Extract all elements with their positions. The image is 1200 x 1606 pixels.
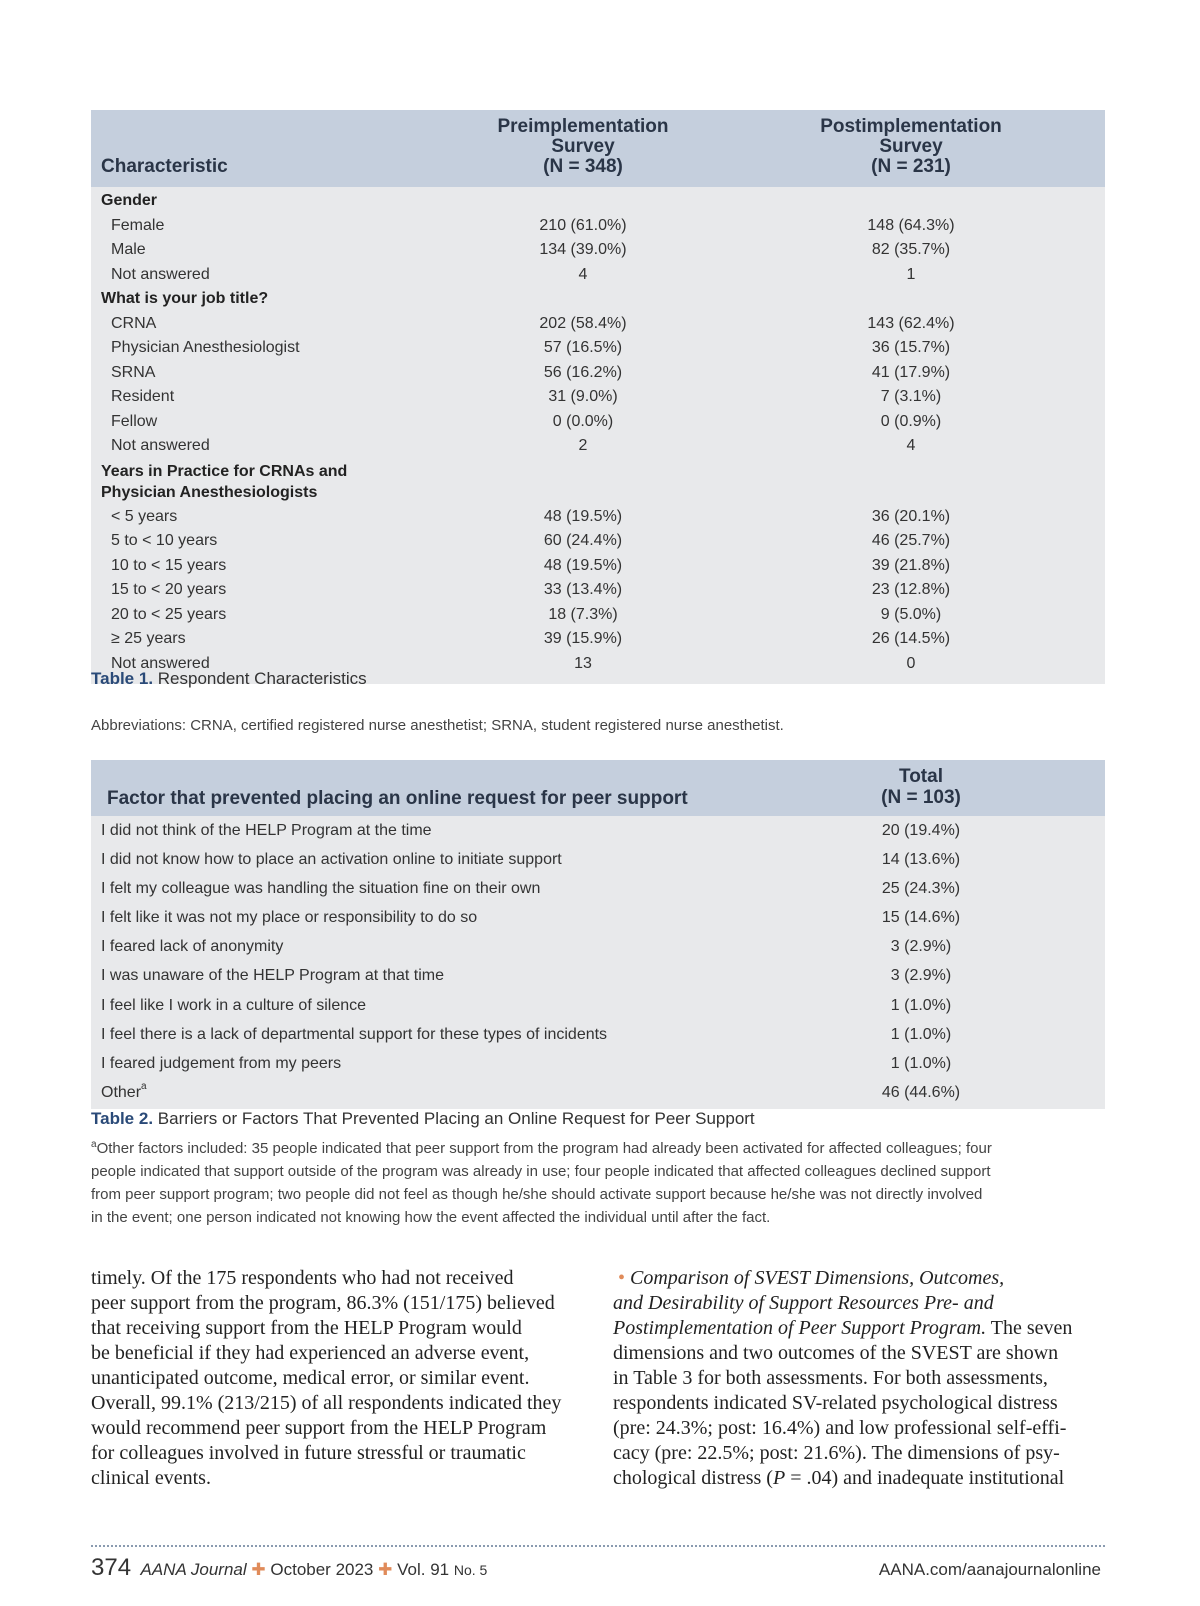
row-label: Not answered [111, 437, 210, 454]
body-line: for colleagues involved in future stressful or traumatic [91, 1442, 526, 1464]
pre-value: 0 (0.0%) [552, 412, 614, 430]
table-2-caption [91, 1109, 755, 1129]
section-heading: Postimplementation of Peer Support Program. [613, 1317, 987, 1339]
separator-icon: ✚ [251, 1560, 266, 1579]
post-value: 36 (20.1%) [871, 507, 951, 525]
body-right-column [613, 1266, 1105, 1491]
section-label: Years in Practice for CRNAs and Physician Anesthesiologists [101, 462, 348, 501]
post-value: 46 (25.7%) [871, 532, 951, 549]
total-value: 1 (1.0%) [890, 996, 952, 1014]
pre-value: 31 (9.0%) [548, 388, 618, 405]
footnote-line: from peer support program; two people did not feel as though he/she should activate support because he/she was not directly involved [91, 1186, 983, 1203]
header-factor: Factor that prevented placing an online request for peer support [107, 788, 688, 809]
header-line: Survey [879, 136, 943, 157]
table-row [91, 410, 1105, 435]
body-line [613, 1316, 1105, 1341]
section-label: What is your job title? [101, 290, 269, 307]
body-line: Overall, 99.1% (213/215) of all respondents indicated they [91, 1392, 562, 1414]
footer-url[interactable]: AANA.com/aanajournalonline [878, 1560, 1101, 1579]
section-heading: Comparison of SVEST Dimensions, Outcomes, [630, 1267, 1005, 1289]
caption-text: Respondent Characteristics [157, 669, 367, 688]
row-label: I feel like I work in a culture of silence [101, 996, 367, 1014]
row-label: I did not think of the HELP Program at the time [101, 822, 432, 839]
body-line: in Table 3 for both assessments. For both assessments, [613, 1367, 1048, 1389]
table-row [91, 932, 1105, 961]
post-value: 36 (15.7%) [871, 339, 951, 356]
body-left-column [91, 1266, 583, 1491]
row-label: 10 to < 15 years [111, 556, 227, 574]
row-label: Male [111, 241, 146, 258]
body-line: unanticipated outcome, medical error, or similar event. [91, 1367, 530, 1389]
table-1-header [91, 110, 1105, 187]
post-value: 1 [906, 265, 916, 283]
body-line: (pre: 24.3%; post: 16.4%) and low professional self-effi- [613, 1417, 1067, 1439]
table-row [91, 505, 1105, 530]
total-value: 3 (2.9%) [890, 967, 952, 985]
body-line: would recommend peer support from the HELP Program [91, 1417, 547, 1439]
row-label: < 5 years [111, 507, 178, 525]
header-line: Survey [551, 136, 615, 157]
pre-value: 57 (16.5%) [543, 339, 623, 356]
footer-divider [91, 1545, 1105, 1547]
body-right-lines [613, 1341, 1105, 1466]
table-row [91, 214, 1105, 239]
total-value: 1 (1.0%) [890, 1025, 952, 1043]
row-label: I feared lack of anonymity [101, 938, 284, 956]
body-line: peer support from the program, 86.3% (151/175) believed [91, 1292, 555, 1314]
issue-date: October 2023 [270, 1560, 374, 1579]
pre-value: 56 (16.2%) [543, 363, 623, 381]
post-value: 23 (12.8%) [871, 581, 951, 598]
table-2 [91, 760, 1105, 1109]
table-1-body [91, 187, 1105, 684]
post-value: 0 [906, 654, 916, 672]
post-value: 26 (14.5%) [871, 630, 951, 647]
table-row [91, 845, 1105, 874]
total-value: 1 (1.0%) [890, 1054, 952, 1072]
row-label: Resident [111, 388, 175, 405]
row-label: 15 to < 20 years [111, 581, 227, 598]
row-label: SRNA [111, 363, 156, 381]
pre-value: 48 (19.5%) [543, 556, 623, 574]
post-value: 4 [906, 437, 916, 454]
pre-value: 202 (58.4%) [539, 314, 627, 332]
body-text: chological distress ( [613, 1467, 773, 1489]
bullet-icon: • [618, 1267, 626, 1289]
body-line: cacy (pre: 22.5%; post: 21.6%). The dimensions of psy- [613, 1442, 1060, 1464]
footnote-text: Other factors included: 35 people indicated that peer support from the program had already been activated for affected colleagues; four [96, 1140, 992, 1157]
row-label: Not answered [111, 654, 210, 672]
pre-value: 13 [574, 654, 592, 672]
pre-value: 210 (61.0%) [539, 216, 627, 234]
table-2-footnote [91, 1133, 992, 1229]
section-row [91, 459, 1105, 505]
row-label: Female [111, 216, 165, 234]
header-line: Preimplementation [497, 116, 669, 137]
body-line: respondents indicated SV-related psychological distress [613, 1392, 1058, 1414]
table-row [91, 991, 1105, 1020]
row-label: I felt my colleague was handling the situation fine on their own [101, 880, 541, 898]
header-line: Postimplementation [820, 116, 1002, 137]
journal-name: AANA Journal [140, 1560, 247, 1579]
total-value: 14 (13.6%) [881, 851, 961, 869]
header-characteristic: Characteristic [101, 156, 228, 177]
section-heading: and Desirability of Support Resources Pre- and [613, 1292, 994, 1314]
table-1 [91, 110, 1105, 684]
body-text: = .04) and inadequate institutional [785, 1467, 1065, 1489]
table-2-body [91, 816, 1105, 1109]
header-line: Total [899, 766, 943, 787]
total-value: 15 (14.6%) [881, 909, 961, 927]
page-number: 374 [91, 1554, 132, 1581]
row-label: Not answered [111, 265, 210, 283]
table-row [91, 1078, 1105, 1107]
pre-value: 134 (39.0%) [539, 241, 627, 258]
table-row [91, 312, 1105, 337]
row-label: Other$^a$ [101, 1080, 147, 1101]
footer-left [91, 1554, 487, 1582]
row-label: Fellow [111, 412, 158, 430]
pre-value: 33 (13.4%) [543, 581, 623, 598]
table-row [91, 529, 1105, 554]
table-row [91, 627, 1105, 652]
footnote-mark: a [91, 1139, 97, 1150]
total-value: 3 (2.9%) [890, 938, 952, 956]
pre-value: 4 [578, 265, 588, 283]
row-label: I felt like it was not my place or responsibility to do so [101, 909, 478, 927]
table-row [91, 874, 1105, 903]
body-line: timely. Of the 175 respondents who had not received [91, 1267, 514, 1289]
header-line: (N = 103) [881, 787, 961, 808]
body-text: The seven [986, 1317, 1073, 1339]
row-label: I feel there is a lack of departmental support for these types of incidents [101, 1025, 608, 1043]
table-row [91, 336, 1105, 361]
volume: Vol. 91 [397, 1560, 450, 1579]
table-row [91, 554, 1105, 579]
footnote-line [91, 1133, 992, 1160]
header-postimplementation [811, 117, 1011, 177]
table-row [91, 434, 1105, 459]
body-line [613, 1266, 1105, 1291]
row-label: ≥ 25 years [111, 630, 186, 647]
table-1-caption [91, 669, 367, 689]
header-line: (N = 231) [871, 156, 951, 177]
body-line: clinical events. [91, 1467, 211, 1489]
body-line: be beneficial if they had experienced an adverse event, [91, 1342, 530, 1364]
table-row [91, 361, 1105, 386]
total-value: 25 (24.3%) [881, 880, 961, 898]
header-total [871, 766, 971, 808]
header-line: (N = 348) [543, 156, 623, 177]
post-value: 143 (62.4%) [867, 314, 955, 332]
row-label: 20 to < 25 years [111, 605, 227, 623]
pre-value: 60 (24.4%) [543, 532, 623, 549]
table-row [91, 961, 1105, 990]
post-value: 41 (17.9%) [871, 363, 951, 381]
table-row [91, 263, 1105, 288]
pre-value: 18 (7.3%) [548, 605, 618, 623]
row-label: I feared judgement from my peers [101, 1054, 342, 1072]
table-row [91, 816, 1105, 845]
section-row [91, 189, 1105, 214]
separator-icon: ✚ [378, 1560, 393, 1579]
post-value: 39 (21.8%) [871, 556, 951, 574]
post-value: 9 (5.0%) [880, 605, 942, 623]
post-value: 148 (64.3%) [867, 216, 955, 234]
total-value: 20 (19.4%) [881, 822, 961, 839]
header-preimplementation [483, 117, 683, 177]
post-value: 7 (3.1%) [880, 388, 942, 405]
section-label: Gender [101, 192, 158, 209]
table-row [91, 578, 1105, 603]
post-value: 0 (0.9%) [880, 412, 942, 430]
row-label: I was unaware of the HELP Program at that time [101, 967, 444, 985]
post-value: 82 (35.7%) [871, 241, 951, 258]
table-row [91, 903, 1105, 932]
table-row [91, 238, 1105, 263]
body-line [613, 1466, 1105, 1491]
pre-value: 39 (15.9%) [543, 630, 623, 647]
footnote-line: in the event; one person indicated not knowing how the event affected the individual until after the fact. [91, 1209, 771, 1226]
table-row [91, 603, 1105, 628]
caption-text: Barriers or Factors That Prevented Placing an Online Request for Peer Support [157, 1109, 755, 1128]
table-1-abbreviations: Abbreviations: CRNA, certified registered nurse anesthetist; SRNA, student registered nurse anesthetist. [91, 717, 784, 734]
table-2-header [91, 760, 1105, 816]
row-label: I did not know how to place an activation online to initiate support [101, 851, 562, 869]
section-row [91, 287, 1105, 312]
row-label: Physician Anesthesiologist [111, 339, 300, 356]
footnote-mark: a [141, 1080, 147, 1092]
pre-value: 48 (19.5%) [543, 507, 623, 525]
row-label: CRNA [111, 314, 157, 332]
body-text: P [772, 1467, 786, 1489]
row-label: 5 to < 10 years [111, 532, 218, 549]
table-row [91, 385, 1105, 410]
issue-number: No. 5 [453, 1562, 488, 1578]
total-value: 46 (44.6%) [881, 1083, 961, 1101]
caption-number: Table 1. [91, 669, 154, 688]
pre-value: 2 [578, 437, 588, 454]
body-line: that receiving support from the HELP Program would [91, 1317, 522, 1339]
table-row [91, 1020, 1105, 1049]
table-row [91, 1049, 1105, 1078]
footnote-line: people indicated that support outside of the program was already in use; four people indicated that affected colleagues declined support [91, 1163, 991, 1180]
body-line: dimensions and two outcomes of the SVEST are shown [613, 1342, 1059, 1364]
caption-number: Table 2. [91, 1109, 154, 1128]
